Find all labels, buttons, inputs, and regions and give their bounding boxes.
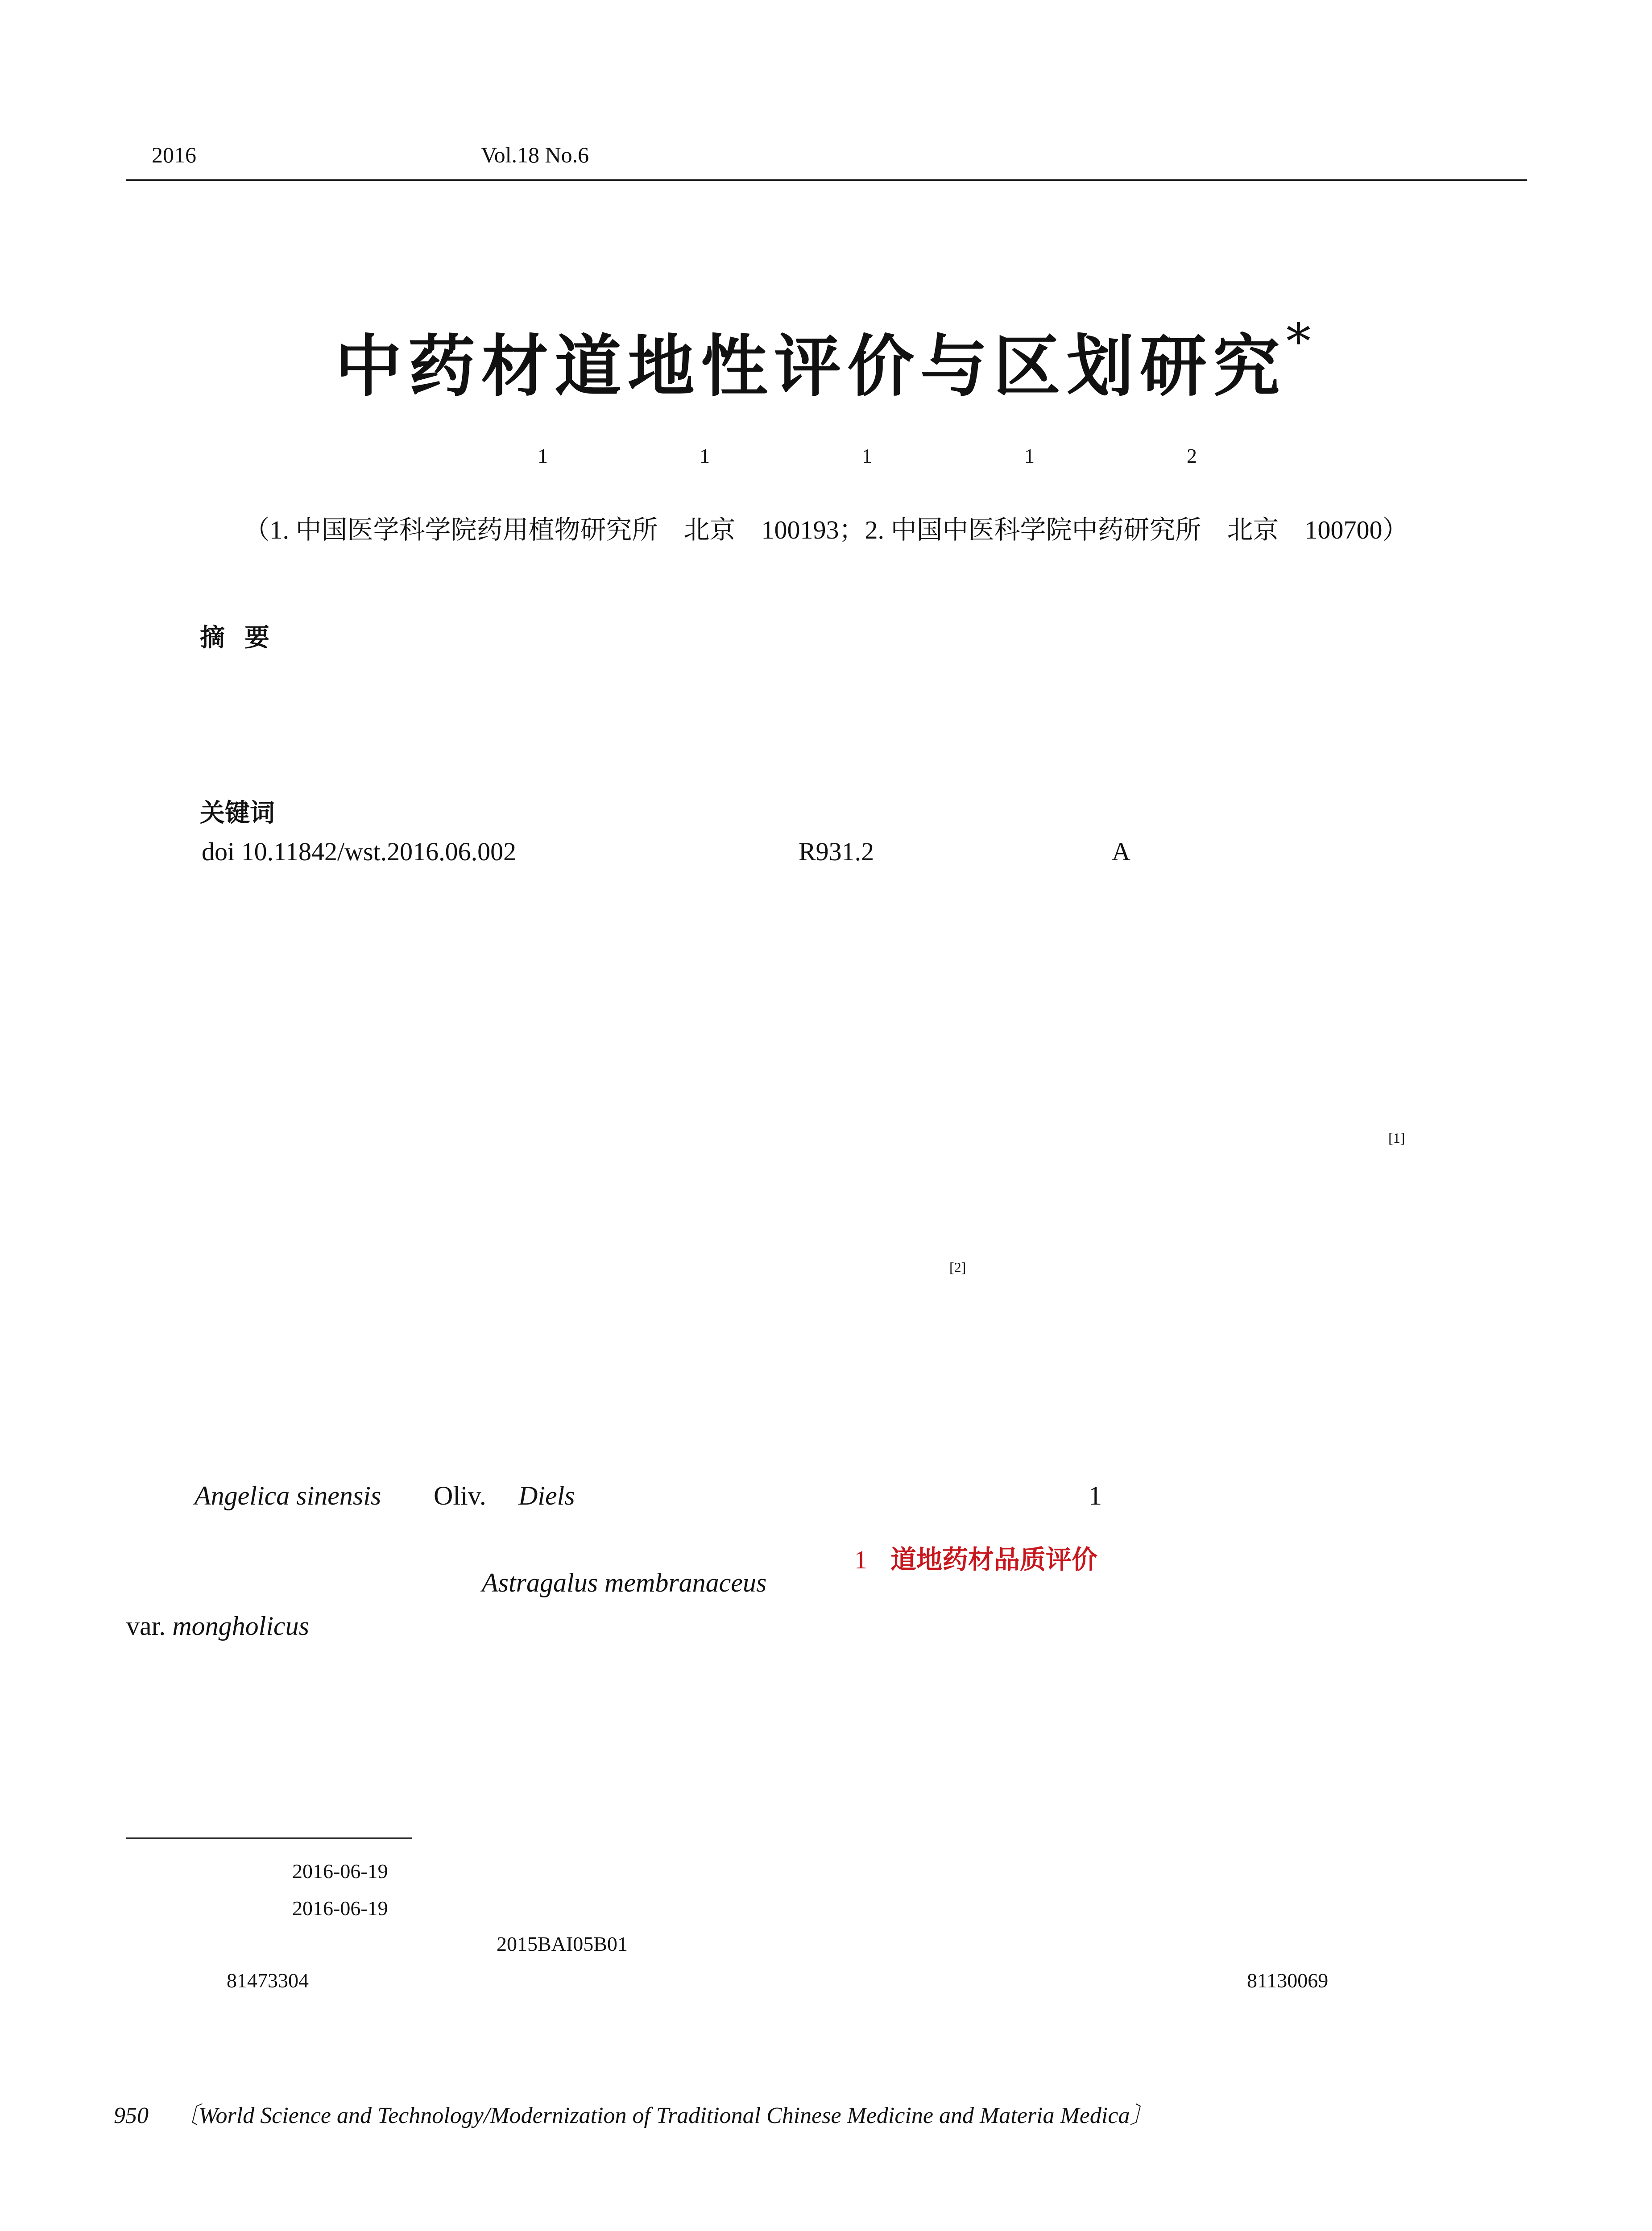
figure-reference: 1 [1089, 1481, 1102, 1510]
title-footnote-mark: * [1286, 313, 1317, 370]
header-volume-issue: Vol.18 No.6 [481, 142, 589, 167]
paper-title-text: 中药材道地性评价与区划研究 [335, 327, 1286, 406]
abstract-label: 摘要 [200, 623, 289, 652]
variety-name: mongholicus [172, 1611, 309, 1641]
keywords-label: 关键词 [200, 799, 275, 828]
variety-line [126, 1611, 309, 1642]
footnote-grant-number: 81130069 [1247, 1969, 1329, 1992]
author-superscript: 1 [862, 444, 872, 467]
author-superscript: 1 [700, 444, 710, 467]
header-rule [126, 179, 1527, 181]
footnote-grant-number: 2015BAI05B01 [497, 1932, 628, 1955]
document-code: A [1112, 837, 1130, 866]
page-number: 950 [114, 2103, 149, 2128]
author-superscript: 1 [1024, 444, 1035, 467]
footnote-received-date: 2016-06-19 [292, 1860, 388, 1883]
species-author: Diels [518, 1481, 575, 1510]
variety-prefix: var. [126, 1611, 166, 1641]
species-name: Astragalus membranaceus [482, 1568, 767, 1597]
author-superscript: 2 [1187, 444, 1197, 467]
section-title: 道地药材品质评价 [890, 1544, 1098, 1575]
footnote-rule [126, 1837, 412, 1839]
section-heading [854, 1538, 1097, 1576]
footnote-grant-number: 81473304 [227, 1969, 309, 1992]
header-year: 2016 [152, 142, 196, 167]
clc-number: R931.2 [799, 837, 874, 866]
paper-title [0, 312, 1652, 409]
author-superscript: 1 [538, 444, 548, 467]
page-footer [114, 2096, 1153, 2130]
doi: doi 10.11842/wst.2016.06.002 [202, 837, 517, 866]
footnote-revised-date: 2016-06-19 [292, 1897, 388, 1920]
affiliation: （1. 中国医学科学院药用植物研究所 北京 100193；2. 中国中医科学院中药研究所 北京 100700） [244, 515, 1408, 544]
species-name: Angelica sinensis [195, 1481, 381, 1510]
reference-mark: [2] [949, 1259, 966, 1275]
section-number: 1 [854, 1545, 867, 1574]
journal-name: 〔World Science and Technology/Modernization of Traditional Chinese Medicine and Materia Medica〕 [175, 2103, 1153, 2128]
species-author: Oliv. [434, 1481, 486, 1510]
reference-mark: [1] [1388, 1130, 1405, 1146]
